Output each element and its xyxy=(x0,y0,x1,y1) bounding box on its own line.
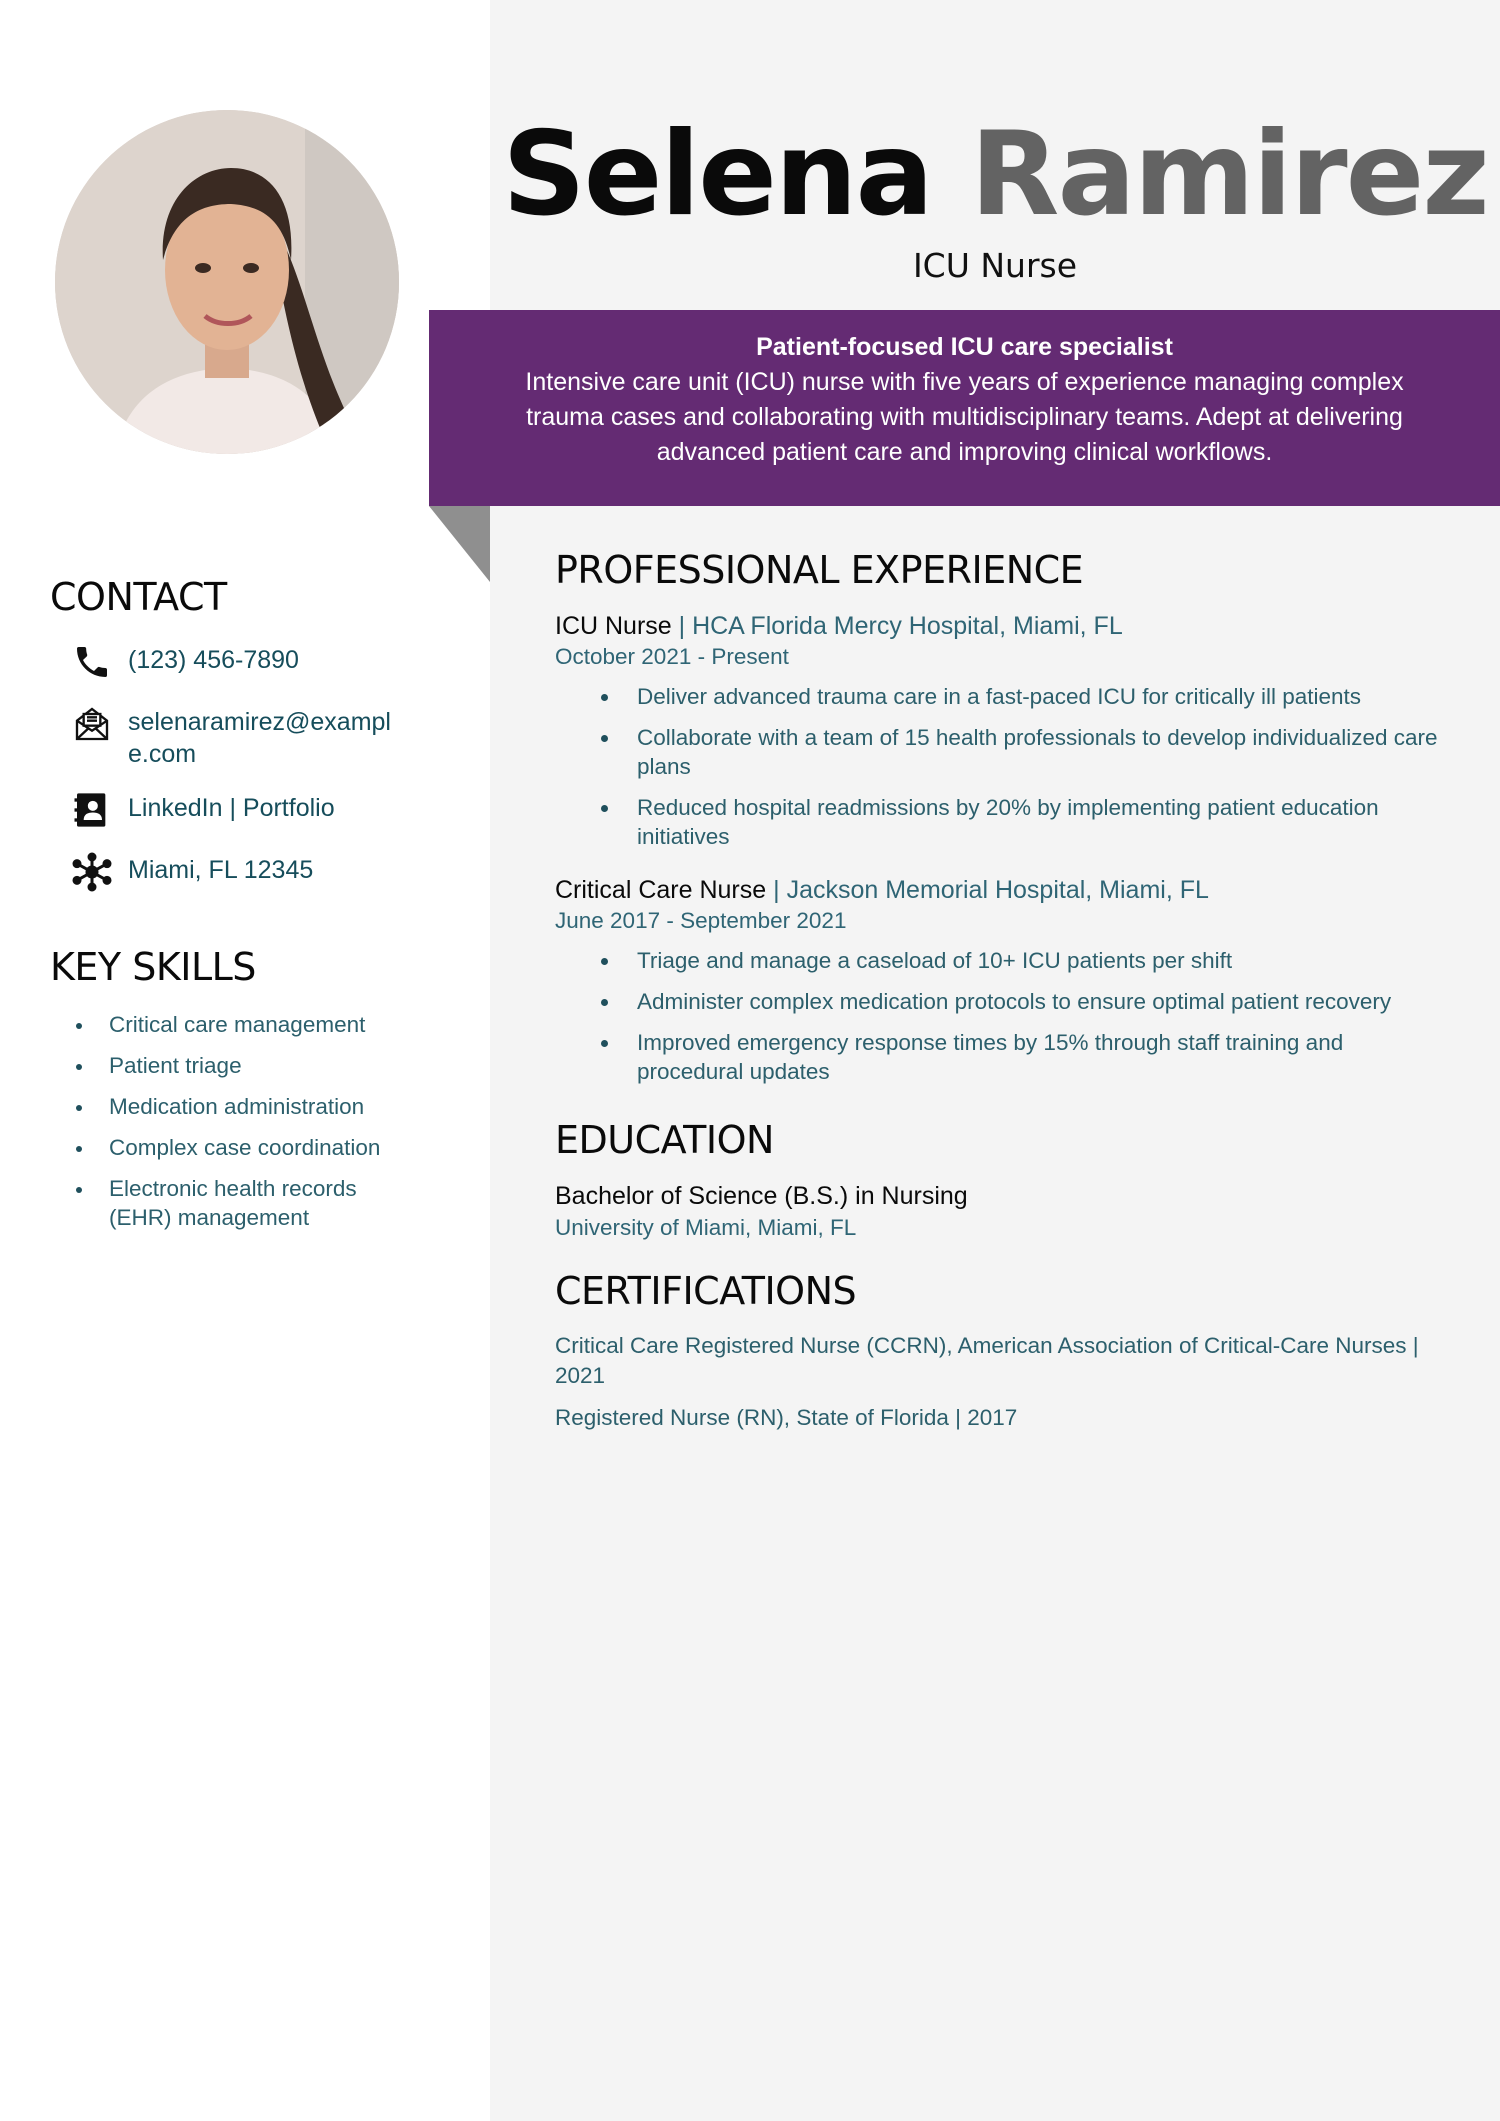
first-name: Selena xyxy=(502,107,932,242)
job-bullet: Collaborate with a team of 15 health professionals to develop individualized care plans xyxy=(555,723,1455,781)
banner-fold xyxy=(429,506,490,582)
skill-item: Critical care management xyxy=(76,1010,476,1039)
job-bullets xyxy=(555,946,1455,1086)
certification-item: Registered Nurse (RN), State of Florida | 2017 xyxy=(555,1405,1018,1430)
contact-links xyxy=(70,788,470,832)
skill-item: Patient triage xyxy=(76,1051,476,1080)
job-role: ICU Nurse xyxy=(912,246,1078,285)
education-heading: EDUCATION xyxy=(555,1118,774,1162)
contact-location xyxy=(70,850,470,894)
summary-text: Intensive care unit (ICU) nurse with five years of experience managing complex trauma cases and collaborating with multidisciplinary teams. Adept at delivering advanced patient care and improving clinical workflows. xyxy=(525,368,1404,466)
job-entry xyxy=(555,874,1455,1098)
contact-list xyxy=(70,640,470,912)
job-title-line xyxy=(555,610,1455,642)
mail-icon xyxy=(70,702,114,746)
job-position: ICU Nurse xyxy=(555,612,672,640)
skill-item: Complex case coordination xyxy=(76,1133,476,1162)
job-bullet: Reduced hospital readmissions by 20% by implementing patient education initiatives xyxy=(555,793,1455,851)
school: University of Miami, Miami, FL xyxy=(555,1215,857,1240)
location-text: Miami, FL 12345 xyxy=(128,856,314,884)
job-organization: HCA Florida Mercy Hospital, Miami, FL xyxy=(692,612,1123,640)
job-organization: Jackson Memorial Hospital, Miami, FL xyxy=(786,876,1209,904)
job-separator: | xyxy=(766,876,787,904)
job-bullet: Administer complex medication protocols to ensure optimal patient recovery xyxy=(555,987,1455,1016)
contact-phone xyxy=(70,640,470,684)
experience-heading: PROFESSIONAL EXPERIENCE xyxy=(555,548,1084,592)
certifications-list xyxy=(555,1331,1455,1445)
job-position: Critical Care Nurse xyxy=(555,876,767,904)
phone-number[interactable]: (123) 456-7890 xyxy=(128,646,299,674)
job-entry xyxy=(555,610,1455,863)
email-address[interactable]: selenaramirez@example.com xyxy=(128,708,391,768)
job-bullets xyxy=(555,682,1455,851)
skills-list xyxy=(76,1010,476,1244)
summary-banner xyxy=(429,310,1500,506)
skill-item: Medication administration xyxy=(76,1092,476,1121)
job-bullet: Improved emergency response times by 15% through staff training and procedural updates xyxy=(555,1028,1455,1086)
summary-headline: Patient-focused ICU care specialist xyxy=(756,333,1173,361)
candidate-name xyxy=(490,105,1500,245)
degree: Bachelor of Science (B.S.) in Nursing xyxy=(555,1182,968,1210)
contact-heading: CONTACT xyxy=(50,575,227,619)
certification-item: Critical Care Registered Nurse (CCRN), American Association of Critical-Care Nurses | 2021 xyxy=(555,1333,1419,1388)
job-title-line xyxy=(555,874,1455,906)
contact-card-icon xyxy=(70,788,114,832)
profile-photo xyxy=(55,110,399,454)
certifications-heading: CERTIFICATIONS xyxy=(555,1269,857,1313)
education-entry xyxy=(555,1180,1455,1243)
job-dates: October 2021 - Present xyxy=(555,644,789,669)
contact-email xyxy=(70,702,470,770)
skills-heading: KEY SKILLS xyxy=(50,945,256,989)
job-separator: | xyxy=(671,612,693,640)
skill-item: Electronic health records (EHR) management xyxy=(76,1174,416,1232)
network-icon xyxy=(70,850,114,894)
job-dates: June 2017 - September 2021 xyxy=(555,908,847,933)
last-name: Ramirez xyxy=(970,107,1488,242)
phone-icon xyxy=(70,640,114,684)
job-bullet: Deliver advanced trauma care in a fast-paced ICU for critically ill patients xyxy=(555,682,1455,711)
profile-links[interactable]: LinkedIn | Portfolio xyxy=(128,794,335,822)
job-bullet: Triage and manage a caseload of 10+ ICU patients per shift xyxy=(555,946,1455,975)
